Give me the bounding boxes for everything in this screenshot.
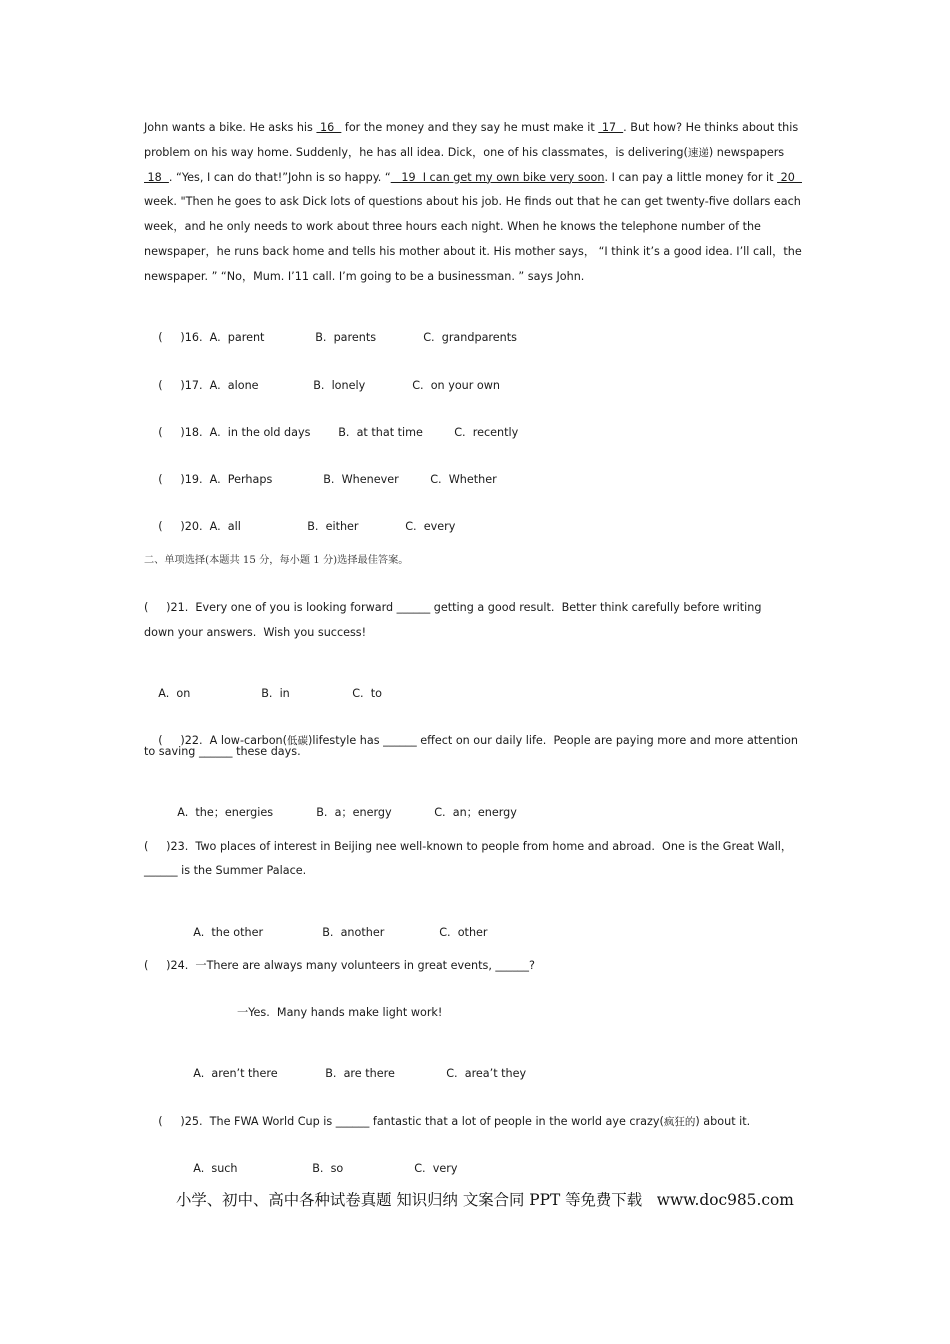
question-16 [144,317,517,359]
question-18-option-a: ( )18. A. in the old days [158,426,311,439]
chinese-gloss: 疯狂的 [663,1116,696,1128]
question-20-option-a: ( )20. A. all [158,520,241,533]
section-heading: 二、单项选择(本题共 15 分，每小题 1 分)选择最佳答案。 [144,555,409,566]
footer-watermark: 小学、初中、高中各种试卷真题 知识归纳 文案合同 PPT 等免费下载 www.doc985.com [176,1191,794,1209]
blank-20: 20 [777,170,802,184]
question-23-option-b: B. another [322,926,385,939]
question-19-option-b: B. Whenever [323,473,399,486]
question-21-line-1: ( )21. Every one of you is looking forward ______ getting a good result. Better think carefully before writing [144,601,762,614]
question-22-text: ( )22. A low-carbon( [158,734,288,747]
question-17-option-a: ( )17. A. alone [158,379,259,392]
blank-17: 17 [598,121,624,134]
question-23-line-1: ( )23. Two places of interest in Beijing nee well-known to people from home and abroad. One is the Great Wall， [144,840,793,853]
question-17-option-c: C. on your own [412,379,501,392]
question-19 [144,459,497,501]
question-21-option-a: A. on [158,687,191,700]
question-24-option-c: C. area’t they [446,1067,527,1080]
question-20-option-b: B. either [307,520,359,533]
question-22-options [163,792,517,834]
question-25-text: ) about it. [695,1115,751,1128]
question-19-option-c: C. Whether [430,473,497,486]
question-22-option-c: C. an；energy [434,806,517,819]
passage-text: John wants a bike. He asks his [144,121,317,134]
question-24-line-1: ( )24. 一There are always many volunteers in great events, ______? [144,959,535,972]
question-25-options [179,1148,457,1190]
passage-text: . I can pay a little money for it [604,170,778,184]
question-16-option-a: ( )16. A. parent [158,331,265,344]
question-23-option-a: A. the other [193,926,264,939]
passage-text: week. "Then he goes to ask Dick lots of questions about his job. He finds out that he can get twenty-five dollars each week，and he only needs to work about three hours each night. When he knows the telephone number of the newspaper，he runs back home and tells his mother about it. His mother says， “I think it’s a good idea. I’ll call，the newspaper. ” “No，Mum. I’11 call. I’m going to be a businessman. ” says John. [144,195,802,283]
passage-text: ) newspapers [708,145,785,159]
question-18-option-b: B. at that time [338,426,423,439]
question-22-text: )lifestyle has ______ effect on our daily life. People are paying more and more attention [308,734,798,747]
passage-text: for the money and they say he must make it [341,121,599,134]
blank-19: 19 I can get my own bike very soon [390,170,605,184]
question-18 [144,412,518,454]
question-23-line-2: ______ is the Summer Palace. [144,864,307,877]
question-16-option-b: B. parents [315,331,377,344]
passage-text: . But how? He thinks about this problem on his way home. Suddenly，he has all idea. Dick，one of his classmates，is delivering( [144,121,799,159]
passage-text: . “Yes, I can do that!”John is so happy. “ [168,170,391,184]
question-17-option-b: B. lonely [313,379,366,392]
question-21-line-2: down your answers. Wish you success! [144,626,367,639]
question-25-option-c: C. very [414,1162,458,1175]
question-25-text: ( )25. The FWA World Cup is ______ fantastic that a lot of people in the world aye crazy( [158,1115,664,1128]
chinese-gloss: 低碳 [287,735,309,747]
question-23-option-c: C. other [439,926,488,939]
question-24-options [179,1053,526,1095]
question-25-option-a: A. such [193,1162,238,1175]
question-22-option-a: A. the；energies [177,806,274,819]
question-17 [144,365,500,407]
question-19-option-a: ( )19. A. Perhaps [158,473,273,486]
blank-16: 16 [316,121,342,134]
question-24-line-2: 一Yes. Many hands make light work! [237,1006,443,1019]
question-22-option-b: B. a；energy [316,806,392,819]
question-21-option-b: B. in [261,687,290,700]
question-25-option-b: B. so [312,1162,344,1175]
question-20 [144,506,455,548]
question-21-options [144,673,382,715]
blank-18: 18 [144,170,169,184]
question-20-option-c: C. every [405,520,456,533]
question-18-option-c: C. recently [454,426,519,439]
question-16-option-c: C. grandparents [423,331,517,344]
question-24-option-a: A. aren’t there [193,1067,278,1080]
question-21-option-c: C. to [352,687,382,700]
chinese-gloss: 速递 [687,146,709,159]
question-24-option-b: B. are there [325,1067,395,1080]
question-23-options [179,912,488,954]
question-22-line-2: to saving ______ these days. [144,745,301,758]
question-25-line-1 [144,1101,750,1143]
cloze-passage [144,116,814,290]
